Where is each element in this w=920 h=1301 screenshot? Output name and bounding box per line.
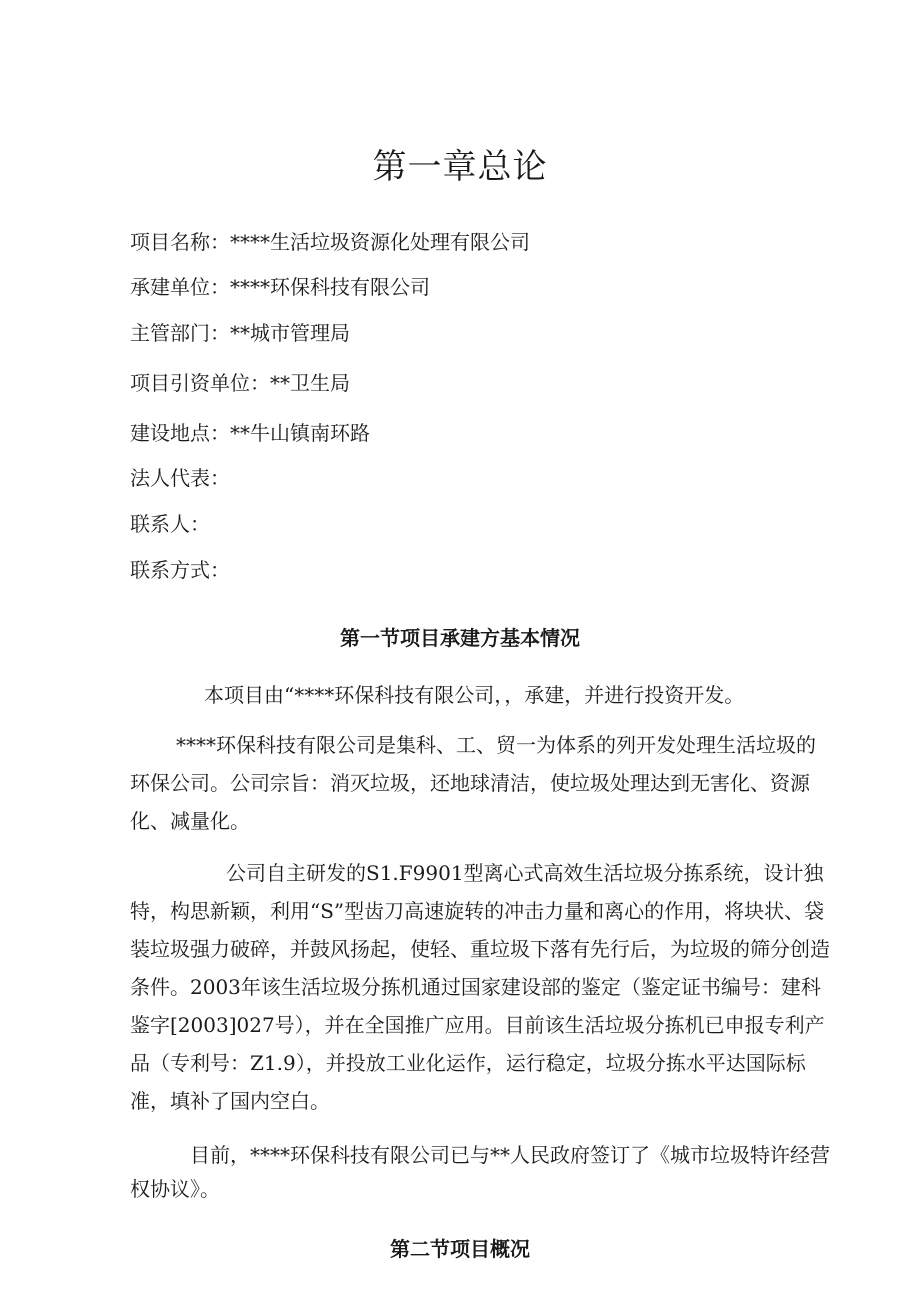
info-authority: 主管部门：**城市管理局 [130,321,350,345]
info-project-name: 项目名称：****生活垃圾资源化处理有限公司 [130,230,530,254]
section-1-paragraph-2: ****环保科技有限公司是集科、工、贸一为体系的列开发处理生活垃圾的环保公司。公司宗旨：消灭垃圾，还地球清洁，使垃圾处理达到无害化、资源化、减量化。 [130,733,816,833]
info-contact-method: 联系方式： [130,558,230,582]
section-2-title: 第二节项目概况 [390,1237,530,1261]
section-1-paragraph-3: 公司自主研发的S1.F9901型离心式高效生活垃圾分拣系统，设计独特，构思新颖，利用“S”型齿刀高速旋转的冲击力量和离心的作用，将块状、袋装垃圾强力破碎，并鼓风扬起，使轻、重垃圾下落有先行后，为垃圾的筛分创造条件。2003年该生活垃圾分拣机通过国家建设部的鉴定（鉴定证书编号：建科鉴字[2003]027号），并在全国推广应用。目前该生活垃圾分拣机已申报专利产品（专利号：Z1.9），并投放工业化运作，运行稳定，垃圾分拣水平达国际标准，填补了国内空白。 [130,861,830,1113]
chapter-title: 第一章总论 [372,147,548,187]
section-1-paragraph-1: 本项目由“****环保科技有限公司，，承建，并进行投资开发。 [204,683,745,707]
info-builder: 承建单位：****环保科技有限公司 [130,275,430,299]
info-location: 建设地点：**牛山镇南环路 [130,421,370,445]
info-contact-person: 联系人： [130,512,210,536]
section-1-title: 第一节项目承建方基本情况 [340,626,580,650]
section-1-paragraph-4: 目前，****环保科技有限公司已与**人民政府签订了《城市垃圾特许经营权协议》。 [130,1143,830,1201]
info-investment-unit: 项目引资单位：**卫生局 [130,371,350,395]
info-legal-rep: 法人代表： [130,466,230,490]
